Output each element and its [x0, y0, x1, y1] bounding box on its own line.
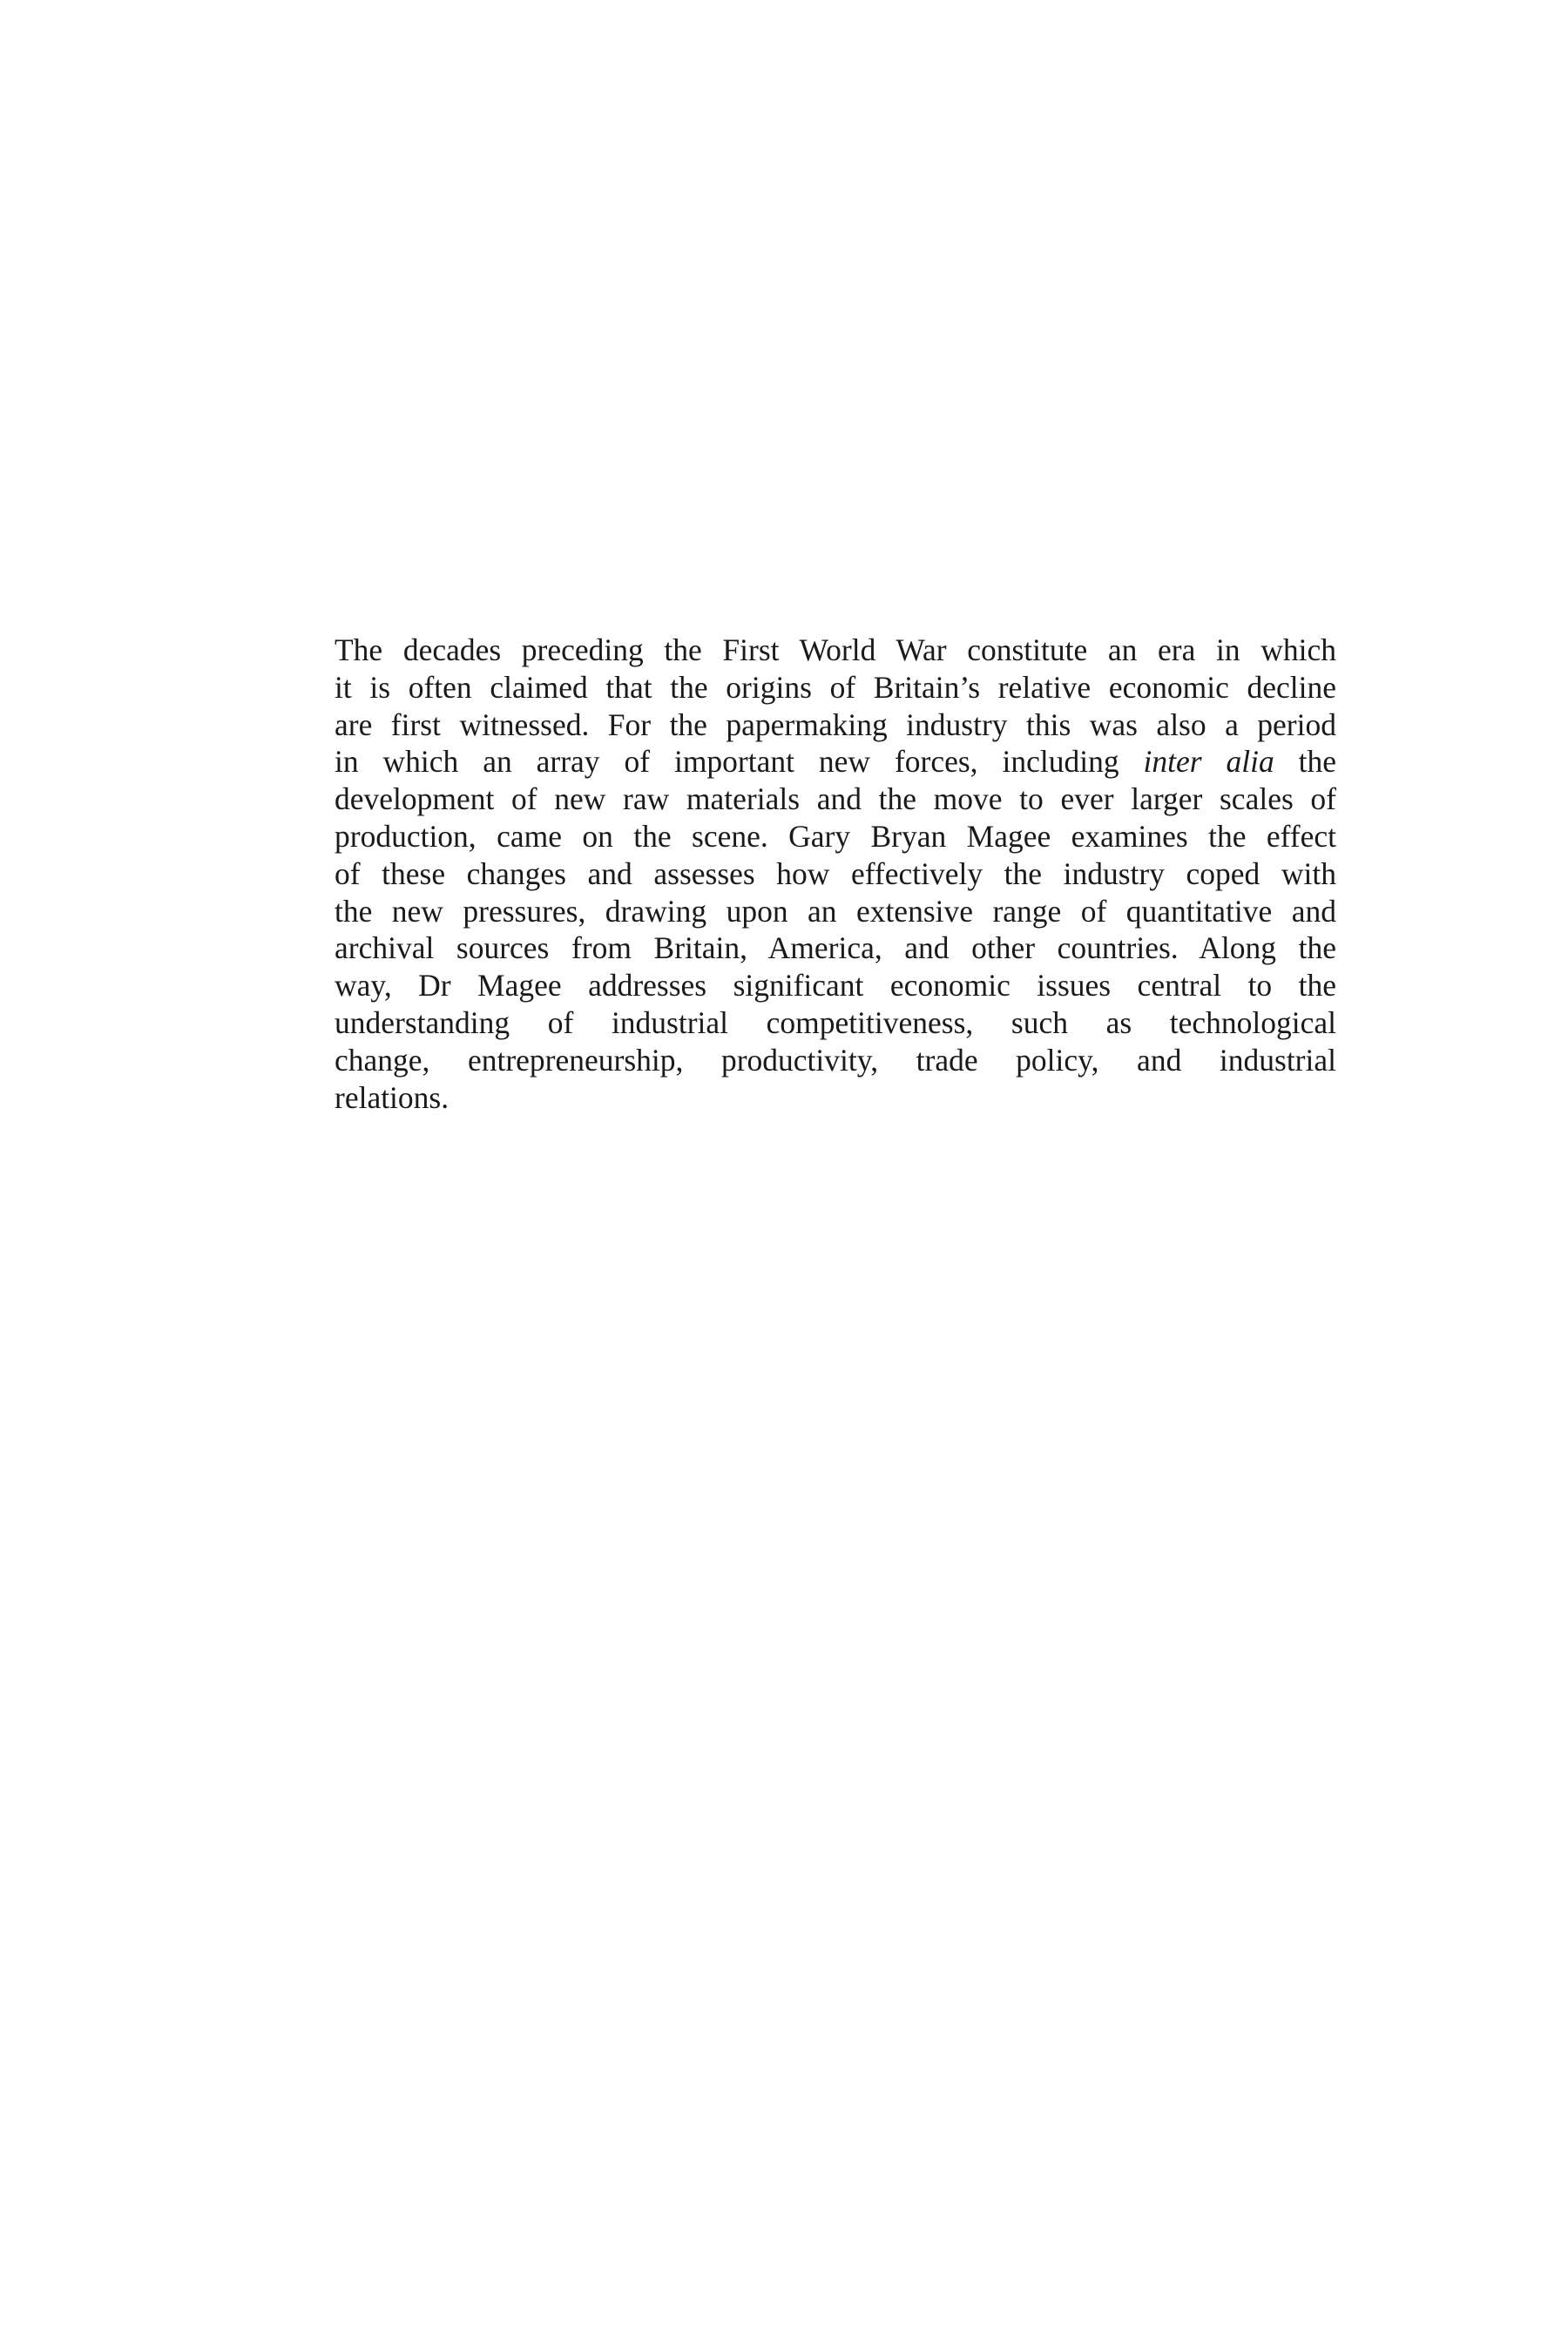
description-line: the new pressures, drawing upon an extensive range of quantitative and	[335, 893, 1336, 929]
description-text: the	[1274, 744, 1336, 780]
description-line: understanding of industrial competitiveness, such as technological	[335, 1004, 1336, 1040]
book-description	[335, 632, 1336, 1116]
description-line: way, Dr Magee addresses significant economic issues central to the	[335, 968, 1336, 1004]
description-line: archival sources from Britain, America, and other countries. Along the	[335, 930, 1336, 966]
description-line: change, entrepreneurship, productivity, trade policy, and industrial	[335, 1042, 1336, 1078]
description-line: production, came on the scene. Gary Bryan Magee examines the effect	[335, 818, 1336, 854]
description-line: it is often claimed that the origins of Britain’s relative economic decline	[335, 669, 1336, 705]
description-line: relations.	[335, 1079, 449, 1115]
description-line: The decades preceding the First World War constitute an era in which	[335, 632, 1336, 667]
description-line: development of new raw materials and the move to ever larger scales of	[335, 781, 1336, 817]
description-line: of these changes and assesses how effectively the industry coped with	[335, 855, 1336, 891]
italic-phrase: inter alia	[1143, 744, 1274, 780]
description-line	[335, 743, 1336, 781]
description-line: are first witnessed. For the papermaking industry this was also a period	[335, 706, 1336, 742]
description-text: in which an array of important new forces, including	[335, 744, 1144, 780]
